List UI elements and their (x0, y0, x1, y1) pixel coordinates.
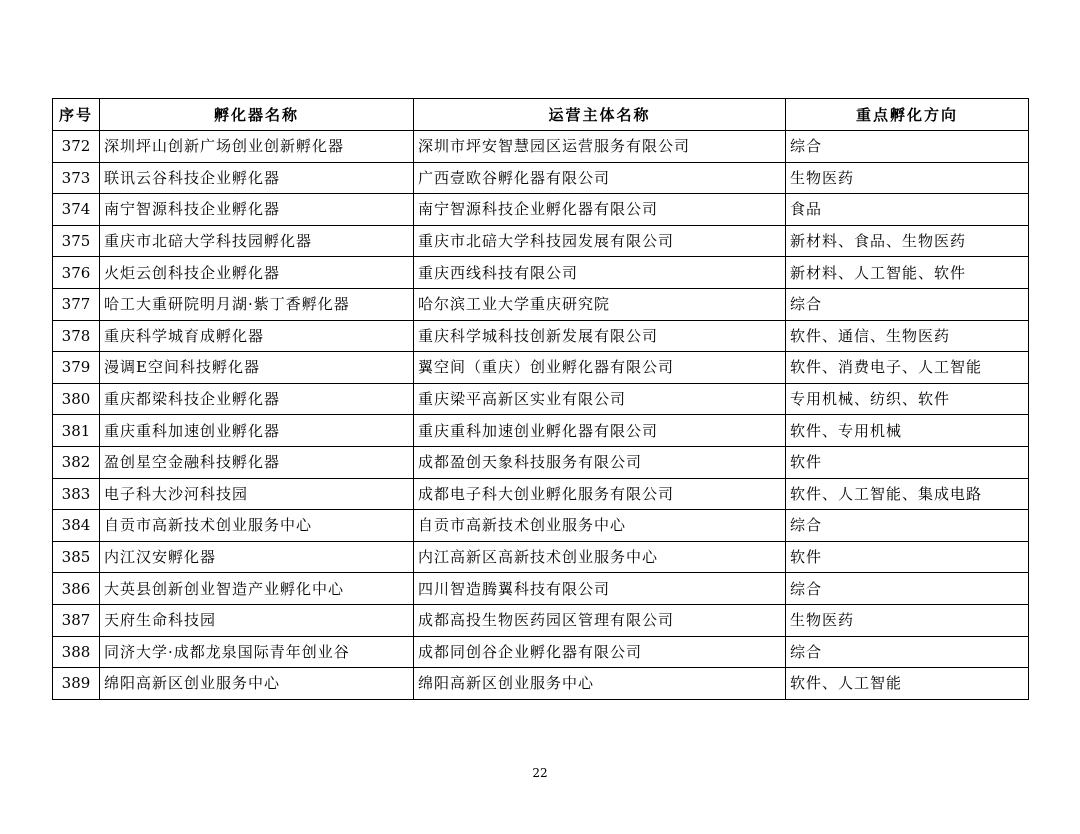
incubator-name: 重庆重科加速创业孵化器 (100, 415, 414, 447)
focus-direction: 软件、通信、生物医药 (786, 320, 1029, 352)
incubator-table (52, 98, 1029, 700)
table-body (53, 131, 1029, 700)
table-row (53, 194, 1029, 226)
operator-name: 成都电子科大创业孵化服务有限公司 (414, 478, 786, 510)
focus-direction: 软件、人工智能、集成电路 (786, 478, 1029, 510)
focus-direction: 软件 (786, 446, 1029, 478)
header-focus-direction: 重点孵化方向 (786, 99, 1029, 131)
focus-direction: 新材料、人工智能、软件 (786, 257, 1029, 289)
incubator-name: 天府生命科技园 (100, 604, 414, 636)
operator-name: 自贡市高新技术创业服务中心 (414, 510, 786, 542)
table-row (53, 668, 1029, 700)
focus-direction: 综合 (786, 288, 1029, 320)
focus-direction: 综合 (786, 510, 1029, 542)
focus-direction: 综合 (786, 131, 1029, 163)
incubator-name: 哈工大重研院明月湖·紫丁香孵化器 (100, 288, 414, 320)
operator-name: 深圳市坪安智慧园区运营服务有限公司 (414, 131, 786, 163)
operator-name: 广西壹欧谷孵化器有限公司 (414, 162, 786, 194)
table-row (53, 383, 1029, 415)
focus-direction: 生物医药 (786, 162, 1029, 194)
operator-name: 内江高新区高新技术创业服务中心 (414, 541, 786, 573)
row-index: 377 (53, 288, 100, 320)
row-index: 389 (53, 668, 100, 700)
table-row (53, 636, 1029, 668)
focus-direction: 专用机械、纺织、软件 (786, 383, 1029, 415)
table-row (53, 510, 1029, 542)
focus-direction: 软件、人工智能 (786, 668, 1029, 700)
incubator-name: 联讯云谷科技企业孵化器 (100, 162, 414, 194)
focus-direction: 生物医药 (786, 604, 1029, 636)
table-row (53, 541, 1029, 573)
table-row (53, 288, 1029, 320)
table-row (53, 131, 1029, 163)
operator-name: 成都盈创天象科技服务有限公司 (414, 446, 786, 478)
incubator-name: 同济大学·成都龙泉国际青年创业谷 (100, 636, 414, 668)
row-index: 383 (53, 478, 100, 510)
page-number: 22 (532, 766, 548, 780)
focus-direction: 软件、消费电子、人工智能 (786, 352, 1029, 384)
row-index: 388 (53, 636, 100, 668)
row-index: 387 (53, 604, 100, 636)
incubator-name: 重庆市北碚大学科技园孵化器 (100, 225, 414, 257)
table-row (53, 573, 1029, 605)
operator-name: 重庆市北碚大学科技园发展有限公司 (414, 225, 786, 257)
row-index: 376 (53, 257, 100, 289)
table-header-row (53, 99, 1029, 131)
table-row (53, 320, 1029, 352)
operator-name: 成都高投生物医药园区管理有限公司 (414, 604, 786, 636)
operator-name: 重庆重科加速创业孵化器有限公司 (414, 415, 786, 447)
incubator-name: 电子科大沙河科技园 (100, 478, 414, 510)
table-row (53, 257, 1029, 289)
table-row (53, 446, 1029, 478)
operator-name: 翼空间（重庆）创业孵化器有限公司 (414, 352, 786, 384)
row-index: 378 (53, 320, 100, 352)
focus-direction: 食品 (786, 194, 1029, 226)
focus-direction: 新材料、食品、生物医药 (786, 225, 1029, 257)
incubator-name: 大英县创新创业智造产业孵化中心 (100, 573, 414, 605)
row-index: 372 (53, 131, 100, 163)
operator-name: 哈尔滨工业大学重庆研究院 (414, 288, 786, 320)
incubator-name: 内江汉安孵化器 (100, 541, 414, 573)
incubator-name: 南宁智源科技企业孵化器 (100, 194, 414, 226)
table-row (53, 162, 1029, 194)
row-index: 384 (53, 510, 100, 542)
row-index: 380 (53, 383, 100, 415)
operator-name: 重庆西线科技有限公司 (414, 257, 786, 289)
focus-direction: 软件 (786, 541, 1029, 573)
row-index: 379 (53, 352, 100, 384)
row-index: 381 (53, 415, 100, 447)
incubator-name: 重庆科学城育成孵化器 (100, 320, 414, 352)
focus-direction: 综合 (786, 573, 1029, 605)
operator-name: 绵阳高新区创业服务中心 (414, 668, 786, 700)
table-row (53, 415, 1029, 447)
row-index: 382 (53, 446, 100, 478)
focus-direction: 软件、专用机械 (786, 415, 1029, 447)
header-incubator-name: 孵化器名称 (100, 99, 414, 131)
operator-name: 成都同创谷企业孵化器有限公司 (414, 636, 786, 668)
operator-name: 重庆梁平高新区实业有限公司 (414, 383, 786, 415)
incubator-name: 重庆都梁科技企业孵化器 (100, 383, 414, 415)
table-row (53, 604, 1029, 636)
incubator-name: 漫调E空间科技孵化器 (100, 352, 414, 384)
incubator-name: 火炬云创科技企业孵化器 (100, 257, 414, 289)
focus-direction: 综合 (786, 636, 1029, 668)
row-index: 375 (53, 225, 100, 257)
incubator-name: 自贡市高新技术创业服务中心 (100, 510, 414, 542)
operator-name: 南宁智源科技企业孵化器有限公司 (414, 194, 786, 226)
header-operator-name: 运营主体名称 (414, 99, 786, 131)
table-row (53, 352, 1029, 384)
row-index: 385 (53, 541, 100, 573)
row-index: 374 (53, 194, 100, 226)
operator-name: 四川智造腾翼科技有限公司 (414, 573, 786, 605)
table-row (53, 225, 1029, 257)
row-index: 386 (53, 573, 100, 605)
incubator-name: 盈创星空金融科技孵化器 (100, 446, 414, 478)
row-index: 373 (53, 162, 100, 194)
incubator-name: 绵阳高新区创业服务中心 (100, 668, 414, 700)
table-row (53, 478, 1029, 510)
incubator-name: 深圳坪山创新广场创业创新孵化器 (100, 131, 414, 163)
header-index: 序号 (53, 99, 100, 131)
operator-name: 重庆科学城科技创新发展有限公司 (414, 320, 786, 352)
